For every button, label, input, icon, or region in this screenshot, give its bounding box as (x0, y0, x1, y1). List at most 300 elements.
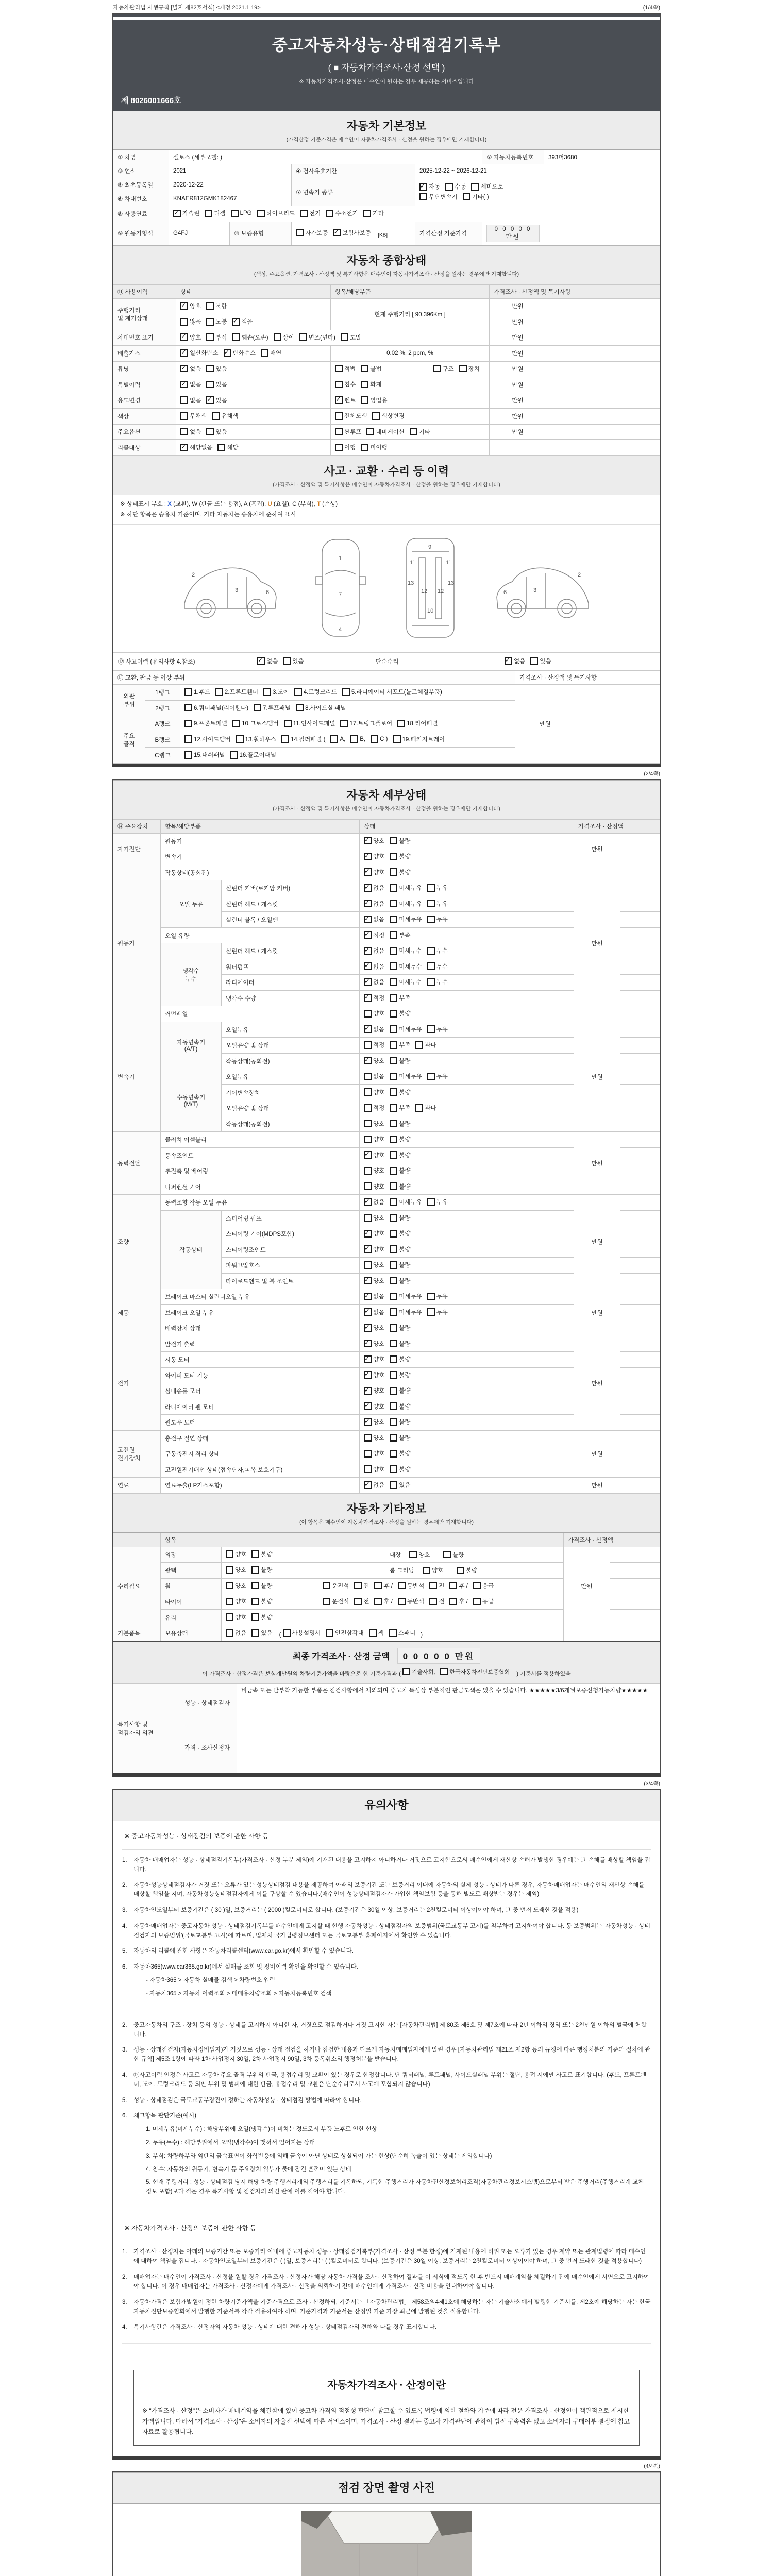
checkbox-box[interactable] (364, 1434, 372, 1442)
checkbox-box[interactable] (427, 1025, 435, 1033)
checkbox-화재[interactable]: 화재 (361, 380, 381, 388)
checkbox-15대쉬패널[interactable]: 15.대쉬패널 (184, 751, 225, 759)
checkbox-양호[interactable]: 양호 (364, 1009, 384, 1018)
checkbox-적법[interactable]: 적법 (335, 365, 356, 373)
checkbox-불량[interactable]: 불량 (390, 1229, 410, 1238)
checkbox-불량[interactable]: 불량 (390, 1088, 410, 1096)
checkbox-box[interactable] (364, 853, 372, 860)
checkbox-box[interactable] (390, 1120, 397, 1127)
checkbox-box[interactable] (180, 333, 188, 341)
checkbox-box[interactable] (433, 365, 441, 372)
checkbox-box[interactable] (226, 1598, 233, 1605)
checkbox-훼손오손[interactable]: 훼손(오손) (232, 333, 268, 342)
checkbox-없음[interactable]: 없음 (226, 1629, 246, 1637)
checkbox-과다[interactable]: 과다 (415, 1041, 436, 1049)
checkbox-네비게이션[interactable]: 네비게이션 (366, 428, 405, 436)
checkbox-box[interactable] (390, 1434, 397, 1442)
checkbox-양호[interactable]: ✓ 양호 (364, 1245, 384, 1253)
checkbox-box[interactable] (184, 720, 192, 727)
checkbox-box[interactable] (427, 900, 435, 907)
checkbox-불량[interactable]: 불량 (251, 1613, 272, 1621)
checkbox-box[interactable] (364, 1402, 372, 1410)
checkbox-box[interactable] (445, 183, 453, 191)
checkbox-box[interactable] (323, 1582, 330, 1589)
checkbox-box[interactable] (206, 396, 214, 404)
checkbox-box[interactable] (364, 1481, 372, 1489)
checkbox-불량[interactable]: 불량 (390, 1355, 410, 1363)
checkbox-없음[interactable]: ✓ 없음 (364, 1198, 384, 1206)
checkbox-없음[interactable]: 없음 (180, 396, 201, 404)
checkbox-불량[interactable]: 불량 (390, 1340, 410, 1348)
checkbox-부족[interactable]: 부족 (390, 1041, 410, 1049)
checkbox-양호[interactable]: ✓ 양호 (364, 837, 384, 845)
checkbox-LPG[interactable]: LPG (231, 210, 252, 217)
checkbox-box[interactable] (340, 720, 348, 727)
checkbox-box[interactable] (364, 1277, 372, 1284)
checkbox-box[interactable] (390, 978, 397, 986)
checkbox-양호[interactable]: 양호 (226, 1566, 246, 1574)
checkbox-적음[interactable]: ✓ 적음 (232, 317, 253, 326)
checkbox-box[interactable] (180, 444, 188, 451)
checkbox-box[interactable] (364, 1136, 372, 1143)
checkbox-없음[interactable]: ✓ 없음 (364, 978, 384, 986)
checkbox-box[interactable] (180, 412, 188, 420)
checkbox-box[interactable] (364, 1057, 372, 1064)
checkbox-적정[interactable]: ✓ 적정 (364, 994, 384, 1002)
checkbox-box[interactable] (390, 837, 397, 844)
checkbox-box[interactable] (232, 720, 240, 727)
checkbox-있음[interactable]: ✓ 있음 (206, 396, 227, 404)
checkbox-불량[interactable]: 불량 (390, 837, 410, 845)
checkbox-불량[interactable]: 불량 (390, 1261, 410, 1269)
checkbox-box[interactable] (427, 978, 435, 986)
checkbox-미세누수[interactable]: 미세누수 (390, 946, 422, 955)
checkbox-양호[interactable]: 양호 (226, 1597, 246, 1605)
checkbox-box[interactable] (364, 1418, 372, 1426)
checkbox-box[interactable] (254, 704, 261, 711)
checkbox-양호[interactable]: ✓ 양호 (180, 302, 201, 310)
checkbox-양호[interactable]: ✓ 양호 (364, 868, 384, 876)
checkbox-box[interactable] (261, 349, 268, 357)
checkbox-불량[interactable]: 불량 (443, 1551, 464, 1559)
checkbox-양호[interactable]: ✓ 양호 (364, 1355, 384, 1363)
checkbox-box[interactable] (341, 333, 348, 341)
checkbox-box[interactable] (366, 428, 374, 435)
checkbox-운전석[interactable]: 운전석 (323, 1582, 349, 1590)
checkbox-box[interactable] (257, 657, 265, 665)
checkbox-box[interactable] (206, 302, 214, 310)
checkbox-양호[interactable]: 양호 (423, 1566, 443, 1574)
checkbox-box[interactable] (390, 1308, 397, 1316)
checkbox-해당없음[interactable]: ✓ 해당없음 (180, 443, 212, 451)
checkbox-양호[interactable]: ✓ 양호 (364, 1229, 384, 1238)
checkbox-box[interactable] (427, 1073, 435, 1080)
checkbox-양호[interactable]: 양호 (226, 1550, 246, 1558)
checkbox-box[interactable] (364, 916, 372, 923)
checkbox-box[interactable] (390, 1418, 397, 1426)
checkbox-미세누유[interactable]: 미세누유 (390, 884, 422, 892)
checkbox-부족[interactable]: 부족 (390, 1104, 410, 1112)
checkbox-box[interactable] (457, 1567, 464, 1574)
checkbox-box[interactable] (206, 365, 214, 372)
checkbox-없음[interactable]: ✓ 없음 (364, 946, 384, 955)
checkbox-불량[interactable]: 불량 (206, 302, 227, 310)
checkbox-불량[interactable]: 불량 (390, 1324, 410, 1332)
checkbox-미세누유[interactable]: 미세누유 (390, 1292, 422, 1300)
checkbox-box[interactable] (390, 884, 397, 892)
checkbox-누수[interactable]: 누수 (427, 946, 448, 955)
checkbox-box[interactable] (361, 365, 368, 372)
checkbox-후[interactable]: 후 / (374, 1582, 393, 1590)
checkbox-box[interactable] (390, 1025, 397, 1033)
checkbox-box[interactable] (427, 884, 435, 892)
checkbox-양호[interactable]: ✓ 양호 (364, 852, 384, 860)
checkbox-있음[interactable]: 있음 (206, 428, 227, 436)
checkbox-box[interactable] (398, 1598, 406, 1605)
checkbox-없음[interactable]: 없음 (364, 1072, 384, 1080)
checkbox-box[interactable] (251, 1582, 259, 1589)
checkbox-box[interactable] (364, 1261, 372, 1269)
checkbox-전기[interactable]: 전기 (300, 209, 321, 217)
checkbox-box[interactable] (427, 916, 435, 923)
checkbox-box[interactable] (364, 1450, 372, 1458)
checkbox-영업용[interactable]: 영업용 (361, 396, 387, 404)
checkbox-전[interactable]: 전 (354, 1582, 369, 1590)
checkbox-box[interactable] (390, 1277, 397, 1284)
checkbox-양호[interactable]: ✓ 양호 (364, 1371, 384, 1379)
checkbox-box[interactable] (263, 688, 271, 696)
checkbox-1후드[interactable]: 1.후드 (184, 688, 210, 696)
checkbox-부식[interactable]: 부식 (206, 333, 227, 342)
checkbox-양호[interactable]: 양호 (364, 1434, 384, 1442)
checkbox-미세누유[interactable]: 미세누유 (390, 1072, 422, 1080)
checkbox-box[interactable] (226, 1613, 233, 1621)
checkbox-box[interactable] (205, 210, 212, 217)
checkbox-box[interactable] (180, 349, 188, 357)
checkbox-안전삼각대[interactable]: 안전삼각대 (326, 1629, 364, 1637)
checkbox-불량[interactable]: 불량 (390, 1151, 410, 1159)
checkbox-유채색[interactable]: 유채색 (212, 412, 238, 420)
checkbox-11인사이드패널[interactable]: 11.인사이드패널 (284, 719, 335, 727)
checkbox-불량[interactable]: 불량 (390, 1434, 410, 1442)
checkbox-전체도색[interactable]: 전체도색 (335, 412, 367, 420)
checkbox-box[interactable] (390, 1182, 397, 1190)
checkbox-box[interactable] (429, 1582, 437, 1589)
checkbox-매연[interactable]: 매연 (261, 349, 281, 357)
checkbox-box[interactable] (390, 1151, 397, 1159)
checkbox-box[interactable] (364, 947, 372, 955)
checkbox-box[interactable] (251, 1550, 259, 1558)
checkbox-box[interactable] (463, 193, 470, 200)
checkbox-box[interactable] (390, 1214, 397, 1222)
checkbox-없음[interactable]: ✓ 없음 (364, 962, 384, 971)
checkbox-box[interactable] (364, 1198, 372, 1206)
checkbox-box[interactable] (283, 657, 291, 665)
checkbox-box[interactable] (283, 1629, 291, 1637)
checkbox-box[interactable] (364, 1293, 372, 1300)
checkbox-없음[interactable]: ✓ 없음 (364, 884, 384, 892)
checkbox-불량[interactable]: 불량 (251, 1582, 272, 1590)
checkbox-있음[interactable]: 있음 (530, 657, 551, 665)
checkbox-누유[interactable]: 누유 (427, 1292, 448, 1300)
checkbox-8사이드실패널[interactable]: 8.사이드실 패널 (296, 704, 346, 712)
checkbox-box[interactable] (364, 1214, 372, 1222)
checkbox-box[interactable] (215, 688, 223, 696)
checkbox-box[interactable] (415, 1104, 423, 1112)
checkbox-box[interactable] (284, 720, 292, 727)
checkbox-box[interactable] (364, 1465, 372, 1473)
checkbox-box[interactable] (296, 704, 304, 711)
checkbox-없음[interactable]: ✓ 없음 (364, 1481, 384, 1489)
checkbox-box[interactable] (440, 1668, 448, 1675)
checkbox-17트렁크플로어[interactable]: 17.트렁크플로어 (340, 719, 392, 727)
checkbox-box[interactable] (226, 1566, 233, 1574)
checkbox-box[interactable] (335, 444, 343, 451)
checkbox-누유[interactable]: 누유 (427, 900, 448, 908)
checkbox-4트렁크리드[interactable]: 4.트렁크리드 (294, 688, 337, 696)
checkbox-box[interactable] (415, 1041, 423, 1049)
checkbox-불량[interactable]: 불량 (390, 1386, 410, 1395)
checkbox-box[interactable] (390, 1481, 397, 1489)
checkbox-해당[interactable]: 해당 (217, 443, 238, 451)
checkbox-box[interactable] (390, 853, 397, 860)
checkbox-미세누유[interactable]: 미세누유 (390, 1025, 422, 1033)
checkbox-box[interactable] (473, 1598, 481, 1605)
checkbox-적정[interactable]: 적정 (364, 1041, 384, 1049)
checkbox-없음[interactable]: ✓ 없음 (364, 900, 384, 908)
checkbox-box[interactable] (226, 1582, 233, 1589)
checkbox-box[interactable] (180, 396, 188, 404)
checkbox-box[interactable] (364, 962, 372, 970)
checkbox-box[interactable] (364, 1010, 372, 1018)
checkbox-후[interactable]: 후 / (449, 1582, 468, 1590)
checkbox-스패너[interactable]: 스패너 (389, 1629, 415, 1637)
checkbox-응급[interactable]: 응급 (473, 1597, 494, 1605)
checkbox-box[interactable] (390, 1136, 397, 1143)
checkbox-box[interactable] (419, 193, 427, 200)
checkbox-box[interactable] (224, 349, 231, 357)
checkbox-box[interactable] (423, 1567, 430, 1574)
checkbox-적정[interactable]: 적정 (364, 1104, 384, 1112)
checkbox-box[interactable] (364, 1025, 372, 1033)
checkbox-box[interactable] (364, 1088, 372, 1096)
checkbox-box[interactable] (390, 1402, 397, 1410)
checkbox-응급[interactable]: 응급 (473, 1582, 494, 1590)
checkbox-box[interactable] (300, 210, 308, 217)
checkbox-불량[interactable]: 불량 (390, 1418, 410, 1426)
checkbox-box[interactable] (449, 1582, 457, 1589)
checkbox-box[interactable] (390, 1450, 397, 1458)
checkbox-box[interactable] (449, 1598, 457, 1605)
checkbox-불량[interactable]: 불량 (390, 1371, 410, 1379)
checkbox-침수[interactable]: 침수 (335, 380, 356, 388)
checkbox-box[interactable] (236, 735, 244, 743)
checkbox-있음[interactable]: 있음 (206, 380, 227, 388)
checkbox-box[interactable] (369, 1629, 377, 1637)
checkbox-box[interactable] (374, 1598, 382, 1605)
checkbox-box[interactable] (364, 1340, 372, 1347)
checkbox-불량[interactable]: 불량 (390, 1135, 410, 1143)
checkbox-보험사보증[interactable]: ✓ 보험사보증 (333, 229, 371, 237)
checkbox-기타[interactable]: 기타 (363, 209, 384, 217)
checkbox-box[interactable] (364, 1387, 372, 1395)
checkbox-box[interactable] (364, 1167, 372, 1175)
checkbox-디젤[interactable]: 디젤 (205, 209, 225, 217)
checkbox-box[interactable] (363, 210, 371, 217)
checkbox-수소전기[interactable]: 수소전기 (326, 209, 358, 217)
checkbox-box[interactable] (184, 688, 192, 696)
checkbox-과다[interactable]: 과다 (415, 1104, 436, 1112)
checkbox-box[interactable] (226, 1629, 233, 1637)
checkbox-box[interactable] (398, 1582, 406, 1589)
checkbox-5라디에이터서포트볼트체결부품[interactable]: 5.라디에이터 서포트(볼트체결부품) (342, 688, 442, 696)
checkbox-box[interactable] (364, 1151, 372, 1159)
checkbox-box[interactable] (361, 396, 368, 404)
checkbox-변조변타[interactable]: 변조(변타) (299, 333, 335, 342)
checkbox-무단변속기[interactable]: 무단변속기 (419, 193, 458, 201)
checkbox-box[interactable] (390, 1293, 397, 1300)
checkbox-양호[interactable]: 양호 (364, 1088, 384, 1096)
checkbox-box[interactable] (335, 396, 343, 404)
checkbox-box[interactable] (459, 365, 467, 372)
checkbox-box[interactable] (361, 444, 368, 451)
checkbox-양호[interactable]: 양호 (364, 1135, 384, 1143)
checkbox-양호[interactable]: ✓ 양호 (364, 1386, 384, 1395)
checkbox-box[interactable] (409, 1551, 417, 1558)
checkbox-box[interactable] (505, 657, 512, 665)
checkbox-불량[interactable]: 불량 (390, 1402, 410, 1411)
checkbox-하이브리드[interactable]: 하이브리드 (257, 209, 295, 217)
checkbox-10크로스멤버[interactable]: 10.크로스멤버 (232, 719, 279, 727)
checkbox-양호[interactable]: 양호 (364, 1449, 384, 1458)
checkbox-19패키지트레이[interactable]: 19.패키지트레이 (393, 735, 445, 743)
checkbox-box[interactable] (251, 1566, 259, 1574)
checkbox-부족[interactable]: 부족 (390, 931, 410, 939)
checkbox-이행[interactable]: 이행 (335, 443, 356, 451)
checkbox-불량[interactable]: 불량 (251, 1597, 272, 1605)
checkbox-box[interactable] (364, 884, 372, 892)
checkbox-box[interactable] (471, 183, 479, 191)
checkbox-box[interactable] (390, 1261, 397, 1269)
checkbox-box[interactable] (402, 1668, 410, 1675)
checkbox-box[interactable] (251, 1629, 259, 1637)
checkbox-부족[interactable]: 부족 (390, 994, 410, 1002)
checkbox-불량[interactable]: 불량 (251, 1550, 272, 1558)
checkbox-box[interactable] (180, 381, 188, 388)
checkbox-양호[interactable]: ✓ 양호 (364, 1418, 384, 1426)
checkbox-12사이드멤버[interactable]: 12.사이드멤버 (184, 735, 231, 743)
checkbox-불량[interactable]: 불량 (390, 1009, 410, 1018)
checkbox-box[interactable] (390, 1073, 397, 1080)
checkbox-box[interactable] (274, 333, 281, 341)
checkbox-후[interactable]: 후 / (449, 1597, 468, 1605)
checkbox-적정[interactable]: ✓ 적정 (364, 931, 384, 939)
checkbox-누유[interactable]: 누유 (427, 915, 448, 923)
checkbox-box[interactable] (390, 1230, 397, 1238)
checkbox-C[interactable]: C ) (371, 735, 388, 743)
checkbox-미세누유[interactable]: 미세누유 (390, 1198, 422, 1206)
checkbox-14필러패널[interactable]: 14.필러패널 ( (281, 735, 325, 743)
checkbox-box[interactable] (281, 735, 289, 743)
checkbox-box[interactable] (226, 1550, 233, 1558)
checkbox-16플로어패널[interactable]: 16.플로어패널 (230, 751, 276, 759)
checkbox-box[interactable] (232, 333, 240, 341)
checkbox-양호[interactable]: 양호 (364, 1182, 384, 1191)
checkbox-불량[interactable]: 불량 (390, 1120, 410, 1128)
checkbox-box[interactable] (390, 1057, 397, 1064)
checkbox-box[interactable] (354, 1582, 362, 1589)
checkbox-box[interactable] (371, 735, 378, 743)
checkbox-box[interactable] (393, 735, 401, 743)
checkbox-box[interactable] (206, 381, 214, 388)
checkbox-동반석[interactable]: 동반석 (398, 1597, 424, 1605)
checkbox-box[interactable] (429, 1598, 437, 1605)
checkbox-기타[interactable]: 기타 (410, 428, 430, 436)
checkbox-box[interactable] (419, 183, 427, 191)
checkbox-box[interactable] (212, 412, 220, 420)
checkbox-3도어[interactable]: 3.도어 (263, 688, 289, 696)
checkbox-box[interactable] (364, 1308, 372, 1316)
checkbox-양호[interactable]: 양호 (226, 1582, 246, 1590)
checkbox-누유[interactable]: 누유 (427, 1308, 448, 1316)
checkbox-box[interactable] (443, 1551, 451, 1558)
checkbox-일산화탄소[interactable]: ✓ 일산화탄소 (180, 349, 219, 357)
checkbox-색상변경[interactable]: 색상변경 (372, 412, 404, 420)
checkbox-box[interactable] (364, 994, 372, 1002)
checkbox-자동[interactable]: ✓ 자동 (419, 182, 440, 191)
checkbox-한국자동차진단보증협회[interactable]: 한국자동차진단보증협회 (440, 1668, 510, 1676)
checkbox-box[interactable] (364, 931, 372, 939)
checkbox-불량[interactable]: 불량 (457, 1566, 477, 1574)
checkbox-box[interactable] (390, 1387, 397, 1395)
checkbox-box[interactable] (180, 318, 188, 326)
checkbox-양호[interactable]: 양호 (364, 1465, 384, 1473)
checkbox-불량[interactable]: 불량 (390, 1245, 410, 1253)
checkbox-9프론트패널[interactable]: 9.프론트패널 (184, 719, 227, 727)
checkbox-box[interactable] (390, 931, 397, 939)
checkbox-box[interactable] (206, 318, 214, 326)
checkbox-box[interactable] (374, 1582, 382, 1589)
checkbox-상이[interactable]: 상이 (274, 333, 294, 342)
checkbox-무채색[interactable]: 무채색 (180, 412, 207, 420)
checkbox-box[interactable] (335, 365, 343, 372)
checkbox-누수[interactable]: 누수 (427, 962, 448, 971)
checkbox-box[interactable] (333, 229, 341, 236)
checkbox-box[interactable] (390, 1324, 397, 1332)
checkbox-불량[interactable]: 불량 (251, 1566, 272, 1574)
checkbox-box[interactable] (184, 751, 192, 759)
checkbox-box[interactable] (390, 868, 397, 876)
checkbox-box[interactable] (390, 900, 397, 907)
checkbox-없음[interactable]: 없음 (180, 428, 201, 436)
checkbox-box[interactable] (390, 1198, 397, 1206)
checkbox-box[interactable] (184, 735, 192, 743)
checkbox-box[interactable] (231, 210, 239, 217)
checkbox-없음[interactable]: ✓ 없음 (505, 657, 525, 665)
checkbox-box[interactable] (473, 1582, 481, 1589)
checkbox-양호[interactable]: ✓ 양호 (364, 1057, 384, 1065)
checkbox-box[interactable] (364, 1073, 372, 1080)
checkbox-썬루프[interactable]: 썬루프 (335, 428, 361, 436)
checkbox-box[interactable] (180, 428, 188, 435)
checkbox-있음[interactable]: 있음 (283, 657, 304, 665)
checkbox-전[interactable]: 전 (354, 1597, 369, 1605)
checkbox-없음[interactable]: ✓ 없음 (364, 915, 384, 923)
checkbox-box[interactable] (364, 900, 372, 907)
checkbox-A[interactable]: A, (330, 735, 345, 743)
checkbox-있음[interactable]: 있음 (390, 1481, 410, 1489)
checkbox-2프론트휀더[interactable]: 2.프론트휀더 (215, 688, 258, 696)
